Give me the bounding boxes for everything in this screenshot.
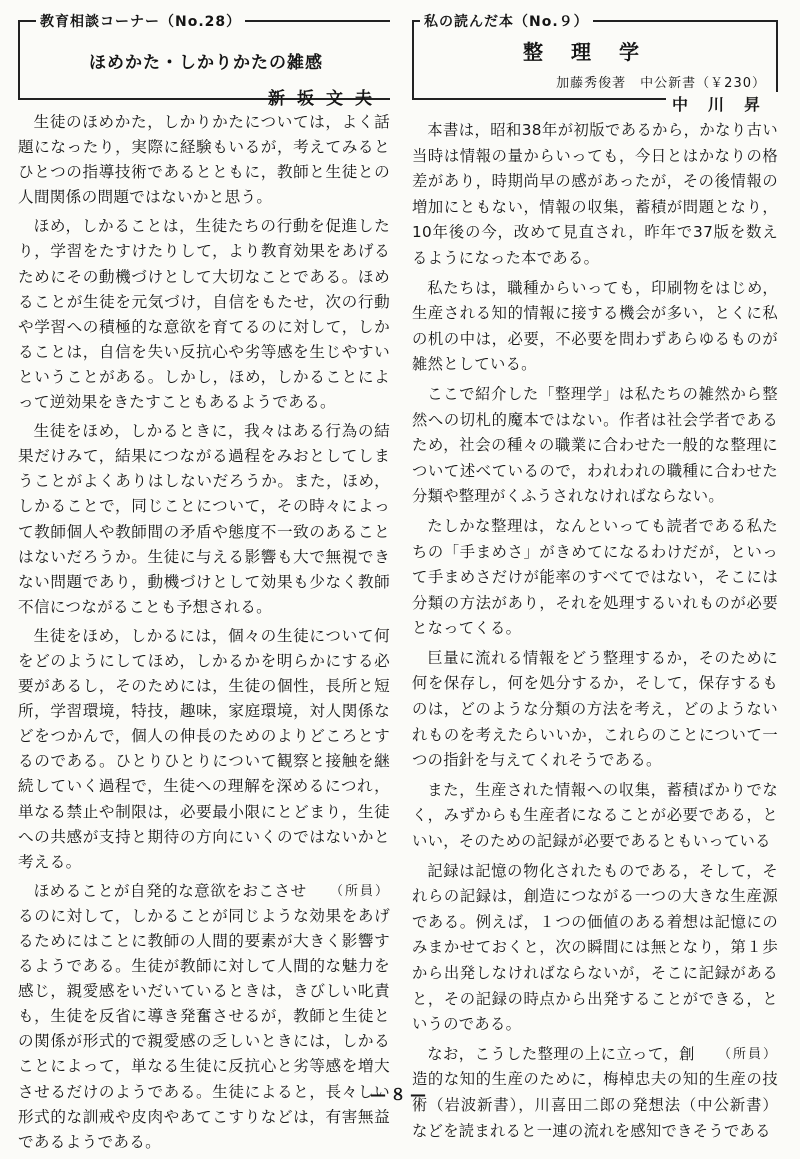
article-header-box	[18, 14, 390, 109]
paragraph: 本書は，昭和38年が初版であるから，かなり古い当時は情報の量からいっても，今日とはかなりの格差があり，時期尚早の感があったが，その後情報の増加にともない，情報の収集，蓄積が問題となり，10年後の今，改めて見直され，昨年で37版を数えるようになった本である。	[412, 121, 778, 267]
corner-label: 私の読んだ本（No.９）	[420, 12, 593, 32]
reviewer-name: 中川昇	[666, 92, 780, 115]
paragraph: 生徒のほめかた，しかりかたについては，よく話題になったり，実際に経験もいるが，考えてみるとひとつの指導技術であるとともに，教師と生徒との人間関係の問題ではないかと思う。	[18, 113, 390, 207]
article-body	[18, 110, 390, 1155]
book-title: 整理学	[523, 40, 667, 64]
paragraph	[18, 879, 390, 1155]
paragraph: たしかな整理は，なんといっても読者である私たちの「手まめさ」がきめてになるわけだが，といって手まめさだけが能率のすべてではない，そこには分類の方法があり，それを処理するいれものが必要となってくる。	[412, 516, 778, 638]
paragraph: 記録は記憶の物化されたものである，そして，それらの記録は，創造につながる一つの大きな生産源である。例えば，１つの価値のある着想は記憶にのみまかせておくと，次の瞬間には無となり，第１歩から出発しなければならないが，そこに記録があると，その記録の時点から出発することができる，というのである。	[412, 861, 778, 1034]
book-header-box	[412, 14, 780, 114]
paragraph: 私たちは，職種からいっても，印刷物をはじめ，生産される知的情報に接する機会が多い，とくに私の机の中は，必要，不必要を問わずあらゆるものが雑然としている。	[412, 278, 778, 374]
signoff: （所員）	[329, 883, 390, 899]
paragraph-text: ほめることが自発的な意欲をおこさせるのに対して，しかることが同じような効果をあげるためにはことに教師の人間的要素が大きく影響するようである。生徒が教師に対して人間的な魅力を感じ，親愛感をいだいているときは，きびしい叱責も，生徒を反省に導き発奮させるが，教師と生徒との関係が形式的で親愛感の乏しいときには，しかることによって，単なる生徒に反抗心と劣等感を増大させるだけのようである。生徒によると，長々しい形式的な訓戒や皮肉やあてこすりなどは，有害無益であるようである。	[18, 881, 390, 1151]
paragraph: 生徒をほめ，しかるときに，我々はある行為の結果だけみて，結果につながる過程をみおとしてしまうことがよくありはしないだろうか。また，ほめ，しかることで，同じことについて，その時々によって教師個人や教師間の矛盾や態度不一致のあることはないだろうか。生徒に与える影響も大で無視できない問題であり，動機づけとして効果も少なく教師不信につながることも予想される。	[18, 422, 390, 616]
review-body	[412, 118, 778, 1144]
corner-label: 教育相談コーナー（No.28）	[36, 12, 245, 32]
paragraph-text: なお，こうした整理の上に立って，創造的な知的生産のために，梅棹忠夫の知的生産の技術（岩波新書），川喜田二郎の発想法（中公新書）などを読まれると一連の流れを感知できそうである	[412, 1044, 778, 1140]
paragraph: 巨量に流れる情報をどう整理するか，そのために何を保存し，何を処分するか，そして，保存するものは，どのような分類の方法を考え，どのようないれものを考えたらいいか，これらのことについて一つの指針を与えてくれそうである。	[412, 648, 778, 770]
book-meta: 加藤秀俊著 中公新書（￥230）	[556, 76, 766, 91]
article-author: 新坂文夫	[268, 89, 384, 109]
page-number: —８—	[369, 1085, 430, 1104]
signoff: （所員）	[717, 1046, 778, 1062]
article-book-review	[412, 0, 778, 1148]
article-title: ほめかた・しかりかたの雑感	[89, 53, 323, 73]
paragraph: また，生産された情報への収集，蓄積ばかりでなく，みずからも生産者になることが必要である，といい，そのための記録が必要であるともいっている	[412, 780, 778, 851]
paragraph: ここで紹介した「整理学」は私たちの雑然から整然への切札的魔本ではない。作者は社会学者であるため，社会の種々の職業に合わせた一般的な整理について述べているので，われわれの職種に合わせた分類や整理がくふうされなければならない。	[412, 384, 778, 506]
paragraph: ほめ，しかることは，生徒たちの行動を促進したり，学習をたすけたりして，より教育効果をあげるためにその動機づけとして大切なことである。ほめることが生徒を元気づけ，自信をもたせ，次の行動や学習への積極的な意欲を育てるのに対して，しかることは，自信を失い反抗心や劣等感を生じやすいということがある。しかし，ほめ，しかることによって逆効果をきたすこともあるようである。	[18, 217, 390, 412]
paragraph: 生徒をほめ，しかるには，個々の生徒について何をどのようにしてほめ，しかるかを明らかにする必要があるし，そのためには，生徒の個性，長所と短所，学習環境，特技，趣味，家庭環境，対人関係などをつかんで，個人の伸長のためのよりどころとするのである。ひとりひとりについて観察と接触を継続していく過程で，生徒への理解を深めるにつれ，単なる禁止や制限は，必要最小限にとどまり，生徒への共感が支持と期待の方向にいくのではないかと考える。	[18, 626, 390, 871]
article-education-counseling	[18, 0, 390, 1159]
